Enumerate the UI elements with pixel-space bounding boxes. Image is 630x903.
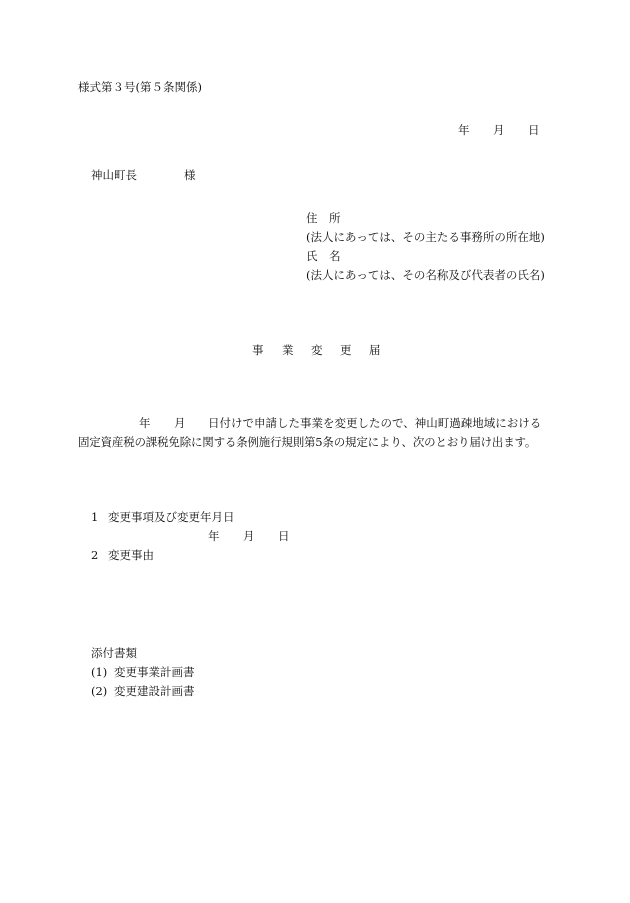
attachments-heading: 添付書類 <box>91 646 137 660</box>
title-char: 事 <box>252 343 264 357</box>
form-number-label: 様式第３号(第５条関係) <box>78 80 202 94</box>
title-char: 変 <box>311 343 323 357</box>
body-line-2: 固定資産税の課税免除に関する条例施行規則第5条の規定により、次のとおり届け出ます。 <box>78 435 537 449</box>
name-label: 氏 名 <box>306 249 341 263</box>
date-day-label: 日 <box>528 123 540 137</box>
body-line-1: 日付けで申請した事業を変更したので、神山町過疎地域における <box>208 416 542 430</box>
change-date-day: 日 <box>278 529 290 543</box>
name-note: (法人にあっては、その名称及び代表者の氏名) <box>306 268 545 282</box>
title-char: 業 <box>282 343 294 357</box>
change-date-month: 月 <box>243 529 255 543</box>
date-year-label: 年 <box>458 123 470 137</box>
title-char: 届 <box>369 343 381 357</box>
title-char: 更 <box>340 343 352 357</box>
address-label: 住 所 <box>306 211 341 225</box>
attachment-number: (2) <box>91 684 108 698</box>
date-month-label: 月 <box>493 123 505 137</box>
attachment-number: (1) <box>91 665 108 679</box>
item-number: 2 <box>91 548 99 562</box>
addressee-honorific: 様 <box>184 168 196 182</box>
item-label-change-reason: 変更事由 <box>108 548 154 562</box>
item-label-change-date: 変更事項及び変更年月日 <box>108 510 235 524</box>
addressee-name: 神山町長 <box>91 168 137 182</box>
body-year-label: 年 <box>139 416 151 430</box>
change-date-year: 年 <box>208 529 220 543</box>
attachment-label: 変更建設計画書 <box>114 684 195 698</box>
body-month-label: 月 <box>174 416 186 430</box>
attachment-label: 変更事業計画書 <box>114 665 195 679</box>
item-number: 1 <box>91 510 99 524</box>
address-note: (法人にあっては、その主たる事務所の所在地) <box>306 230 545 244</box>
